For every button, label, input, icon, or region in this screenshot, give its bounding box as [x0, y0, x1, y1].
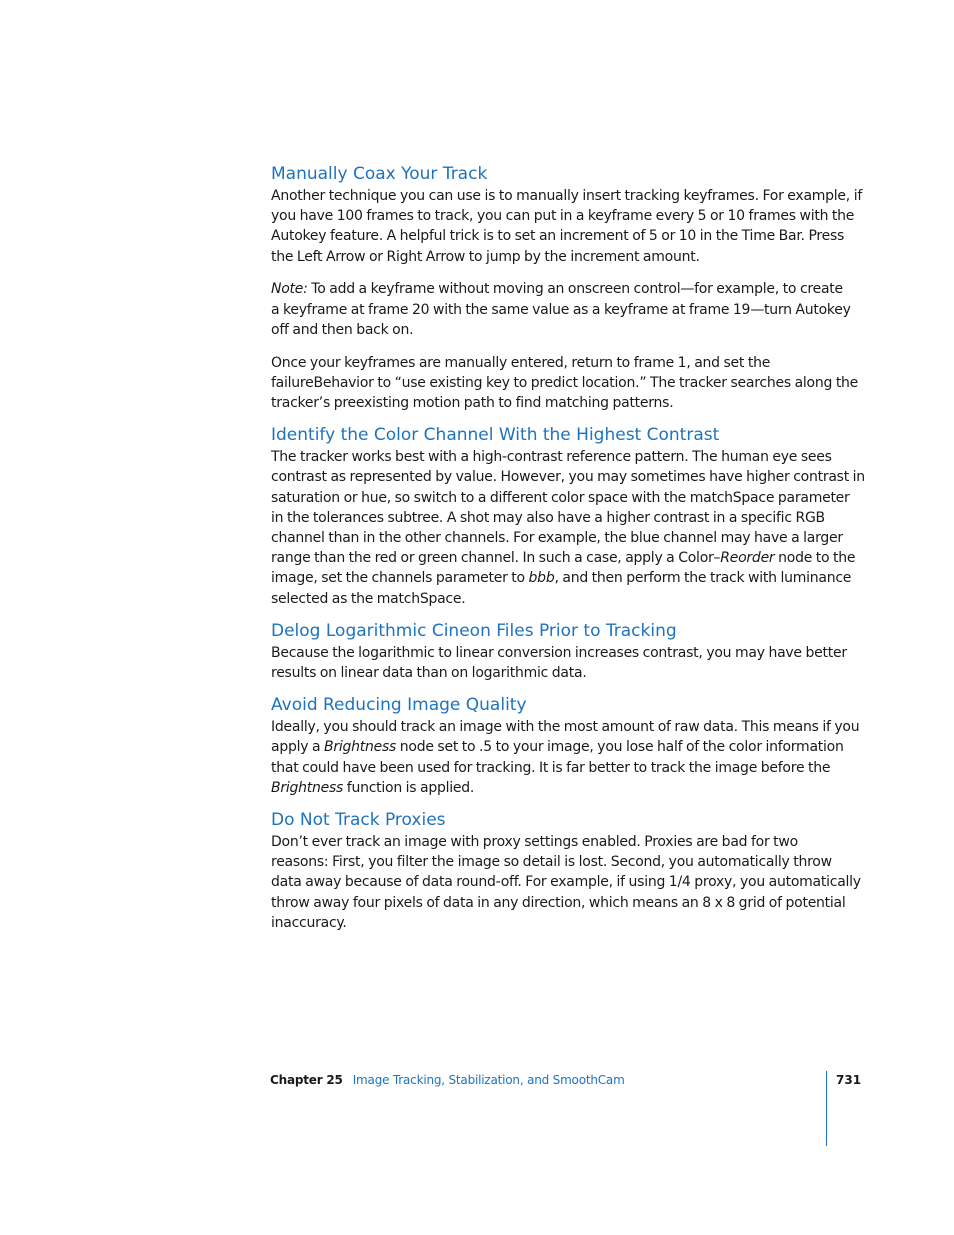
- text-line: saturation or hue, so switch to a different color space with the matchSpace parameter: [271, 489, 850, 506]
- text-line: Another technique you can use is to manually insert tracking keyframes. For example, if: [271, 188, 863, 204]
- paragraph: [271, 353, 859, 414]
- text-line: range than the red or green channel. In such a case, apply a Color–: [271, 550, 721, 567]
- text-line: selected as the matchSpace.: [271, 590, 466, 607]
- section-delog-cineon: [271, 619, 847, 683]
- page-footer: [270, 1072, 625, 1088]
- italic-term: Brightness: [324, 739, 397, 756]
- text-line: that could have been used for tracking. It is far better to track the image before the: [271, 759, 831, 776]
- page-number: 731: [836, 1073, 862, 1087]
- text-line: inaccuracy.: [271, 914, 347, 931]
- note-paragraph: [271, 279, 851, 340]
- text-line: The tracker works best with a high-contrast reference pattern. The human eye sees: [271, 449, 832, 466]
- text-line: a keyframe at frame 20 with the same value as a keyframe at frame 19—turn Autokey: [271, 301, 851, 318]
- section-proxies: [271, 808, 861, 933]
- section-color-channel: [271, 423, 865, 609]
- paragraph: [271, 832, 861, 933]
- text-line: Because the logarithmic to linear conversion increases contrast, you may have better: [271, 644, 847, 661]
- text-line: data away because of data round-off. For example, if using 1/4 proxy, you automatically: [271, 874, 861, 891]
- text-line: image, set the channels parameter to: [271, 570, 529, 587]
- chapter-title: Image Tracking, Stabilization, and SmoothCam: [352, 1073, 625, 1087]
- footer-rule: [826, 1071, 827, 1146]
- text-line: Once your keyframes are manually entered, return to frame 1, and set the: [271, 354, 771, 371]
- text-line: node set to .5 to your image, you lose half of the color information: [396, 739, 844, 756]
- text-line: Autokey feature. A helpful trick is to set an increment of 5 or 10 in the Time Bar. Press: [271, 228, 845, 245]
- text-line: contrast as represented by value. However, you may sometimes have higher contrast in: [271, 469, 865, 486]
- text-line: the Left Arrow or Right Arrow to jump by the increment amount.: [271, 248, 700, 265]
- text-line: function is applied.: [343, 779, 475, 796]
- text-line: failureBehavior to “use existing key to predict location.” The tracker searches along the: [271, 374, 859, 391]
- text-line: throw away four pixels of data in any direction, which means an 8 x 8 grid of potential: [271, 894, 846, 911]
- text-line: you have 100 frames to track, you can put in a keyframe every 5 or 10 frames with the: [271, 208, 855, 225]
- text-line: node to the: [774, 550, 856, 567]
- section-image-quality: [271, 693, 860, 798]
- text-line: To add a keyframe without moving an onscreen control—for example, to create: [307, 281, 843, 298]
- text-line: in the tolerances subtree. A shot may also have a higher contrast in a specific RGB: [271, 509, 825, 526]
- text-line: apply a: [271, 739, 325, 756]
- text-line: tracker’s preexisting motion path to find matching patterns.: [271, 395, 674, 412]
- text-line: Don’t ever track an image with proxy settings enabled. Proxies are bad for two: [271, 834, 798, 851]
- section-manually-coax: [271, 162, 863, 413]
- text-line: off and then back on.: [271, 321, 414, 338]
- text-line: Ideally, you should track an image with the most amount of raw data. This means if you: [271, 719, 860, 736]
- section-heading: Identify the Color Channel With the Highest Contrast: [271, 425, 720, 446]
- section-heading: Manually Coax Your Track: [271, 164, 488, 184]
- paragraph: [271, 447, 865, 609]
- text-line: reasons: First, you filter the image so detail is lost. Second, you automatically throw: [271, 854, 832, 871]
- italic-term: bbb: [528, 570, 555, 587]
- text-line: , and then perform the track with luminance: [554, 570, 852, 587]
- paragraph: [271, 643, 847, 683]
- text-line: channel than in the other channels. For example, the blue channel may have a larger: [271, 530, 843, 547]
- italic-term: Reorder: [720, 550, 775, 567]
- section-heading: Avoid Reducing Image Quality: [271, 695, 527, 716]
- chapter-label: Chapter 25: [270, 1073, 343, 1087]
- note-label: Note:: [271, 281, 308, 298]
- paragraph: [271, 717, 860, 798]
- section-heading: Do Not Track Proxies: [271, 810, 446, 831]
- page-content: [271, 162, 865, 933]
- section-heading: Delog Logarithmic Cineon Files Prior to Tracking: [271, 620, 677, 641]
- text-line: results on linear data than on logarithmic data.: [271, 665, 587, 682]
- italic-term: Brightness: [271, 779, 344, 796]
- paragraph: [271, 186, 863, 267]
